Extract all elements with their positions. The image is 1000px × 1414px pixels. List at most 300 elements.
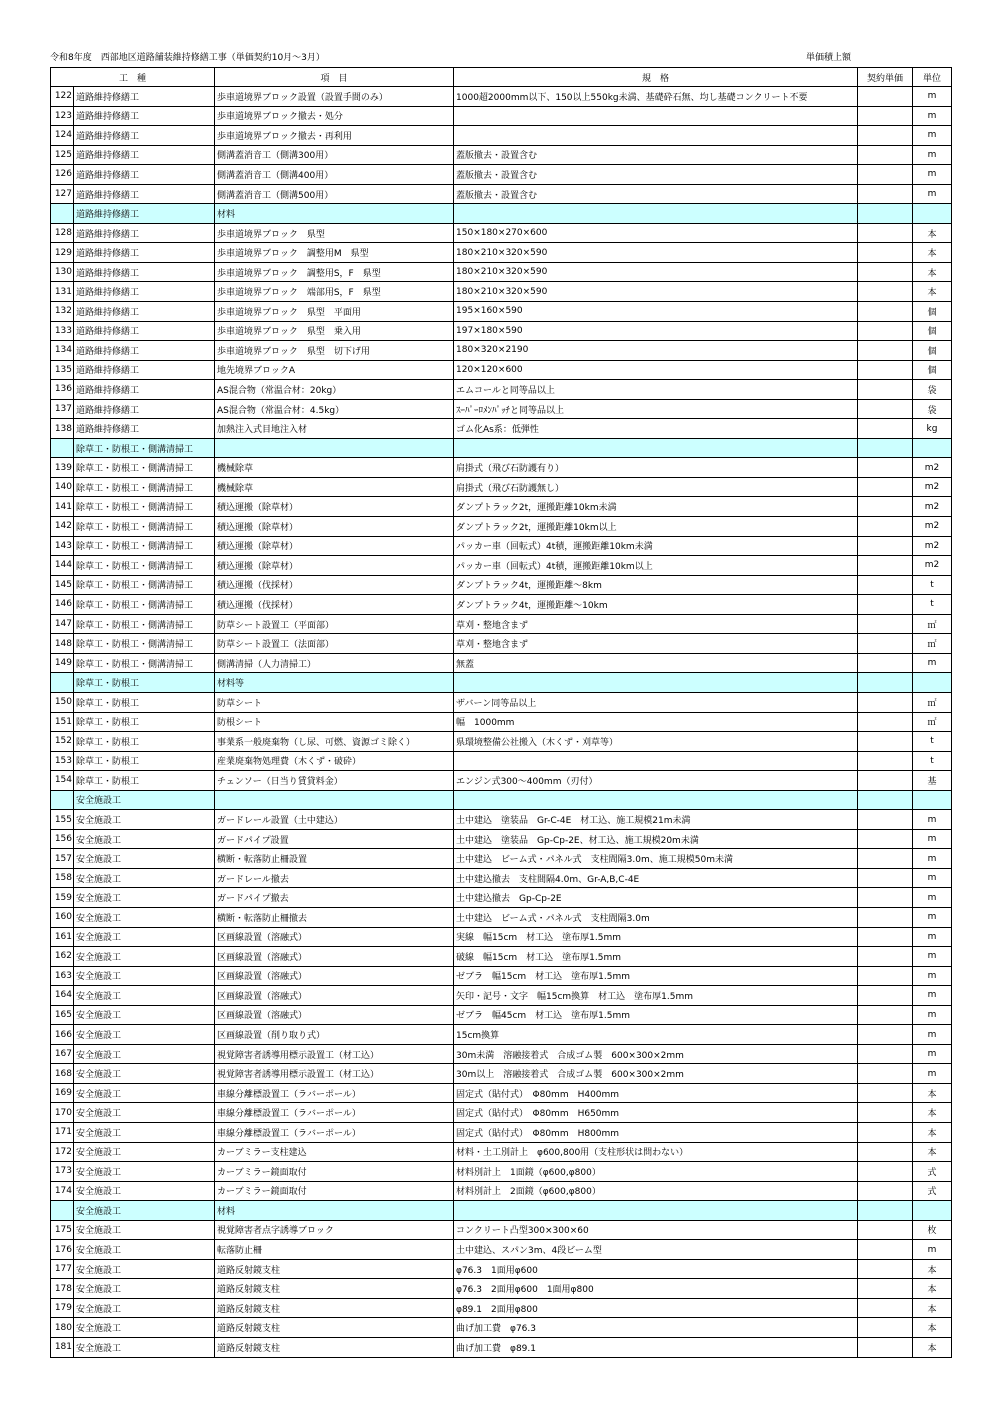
- table-row: [51, 1259, 952, 1279]
- cell-kind: 除草工・防根工・側溝清掃工: [74, 458, 215, 478]
- cell-item: 防草シート: [215, 692, 454, 712]
- cell-item: 区画線設置（溶融式）: [215, 927, 454, 947]
- cell-spec: 材料別計上 2面鏡（φ600,φ800）: [454, 1181, 858, 1201]
- cell-item: ガードパイプ撤去: [215, 888, 454, 908]
- cell-spec: 土中建込撤去 支柱間隔4.0m、Gr-A,B,C-4E: [454, 868, 858, 888]
- cell-no: 135: [51, 360, 74, 380]
- table-row: [51, 888, 952, 908]
- cell-item: 歩車道境界ブロック撤去・処分: [215, 106, 454, 126]
- cell-no: 169: [51, 1083, 74, 1103]
- cell-price: [858, 517, 913, 537]
- table-row: [51, 751, 952, 771]
- cell-no: 154: [51, 771, 74, 791]
- cell-no: 148: [51, 634, 74, 654]
- cell-kind: 安全施設工: [74, 1064, 215, 1084]
- cell-item: 歩車道境界ブロック 調整用S，F 県型: [215, 262, 454, 282]
- table-row: [51, 947, 952, 967]
- cell-price: [858, 1005, 913, 1025]
- cell-kind: 道路維持修繕工: [74, 106, 215, 126]
- cell-unit: 式: [913, 1181, 952, 1201]
- cell-item: 歩車道境界ブロック 県型: [215, 223, 454, 243]
- cell-unit: [913, 673, 952, 693]
- cell-unit: 式: [913, 1162, 952, 1182]
- cell-no: 146: [51, 595, 74, 615]
- cell-spec: パッカー車（回転式）4t積，運搬距離10km以上: [454, 556, 858, 576]
- cell-price: [858, 732, 913, 752]
- cell-kind: 除草工・防根工・側溝清掃工: [74, 614, 215, 634]
- cell-item: カーブミラー支柱建込: [215, 1142, 454, 1162]
- cell-spec: 草刈・整地含まず: [454, 614, 858, 634]
- table-row: [51, 380, 952, 400]
- cell-price: [858, 966, 913, 986]
- cell-kind: 除草工・防根工・側溝清掃工: [74, 438, 215, 458]
- cell-price: [858, 1240, 913, 1260]
- cell-spec: 曲げ加工費 φ89.1: [454, 1338, 858, 1358]
- cell-no: 176: [51, 1240, 74, 1260]
- cell-spec: 180×210×320×590: [454, 262, 858, 282]
- cell-no: 142: [51, 517, 74, 537]
- cell-spec: ダンプトラック2t，運搬距離10km以上: [454, 517, 858, 537]
- cell-spec: [454, 790, 858, 810]
- cell-no: 125: [51, 145, 74, 165]
- cell-no: [51, 204, 74, 224]
- cell-kind: 安全施設工: [74, 868, 215, 888]
- cell-spec: 120×120×600: [454, 360, 858, 380]
- cell-item: 防草シート設置工（法面部）: [215, 634, 454, 654]
- cell-item: 歩車道境界ブロック 県型 平面用: [215, 302, 454, 322]
- cell-kind: 安全施設工: [74, 1318, 215, 1338]
- table-row: [51, 595, 952, 615]
- cell-unit: 基: [913, 771, 952, 791]
- cell-item: ガードパイプ設置: [215, 829, 454, 849]
- cell-kind: 安全施設工: [74, 790, 215, 810]
- cell-price: [858, 595, 913, 615]
- cell-unit: ㎡: [913, 712, 952, 732]
- cell-unit: ㎡: [913, 614, 952, 634]
- cell-unit: 本: [913, 282, 952, 302]
- cell-unit: m2: [913, 497, 952, 517]
- cell-no: 153: [51, 751, 74, 771]
- table-row: [51, 87, 952, 107]
- cell-kind: 安全施設工: [74, 1025, 215, 1045]
- cell-item: 機械除草: [215, 458, 454, 478]
- cell-kind: 道路維持修繕工: [74, 399, 215, 419]
- table-row: [51, 126, 952, 146]
- table-row: [51, 106, 952, 126]
- cell-price: [858, 1025, 913, 1045]
- table-row: [51, 262, 952, 282]
- cell-price: [858, 223, 913, 243]
- cell-spec: 幅 1000mm: [454, 712, 858, 732]
- cell-spec: 197×180×590: [454, 321, 858, 341]
- header-label: 単価積上額: [806, 53, 852, 63]
- cell-item: カーブミラー鏡面取付: [215, 1181, 454, 1201]
- cell-item: 車線分離標設置工（ラバーポール）: [215, 1083, 454, 1103]
- cell-spec: 草刈・整地含まず: [454, 634, 858, 654]
- cell-item: 視覚障害者誘導用標示設置工（材工込）: [215, 1044, 454, 1064]
- cell-item: 防根シート: [215, 712, 454, 732]
- cell-price: [858, 1201, 913, 1221]
- cell-kind: 安全施設工: [74, 1122, 215, 1142]
- cell-no: 163: [51, 966, 74, 986]
- cell-no: 139: [51, 458, 74, 478]
- cell-unit: m: [913, 1044, 952, 1064]
- cell-unit: m: [913, 653, 952, 673]
- cell-price: [858, 751, 913, 771]
- table-row: [51, 1122, 952, 1142]
- cell-item: 機械除草: [215, 477, 454, 497]
- cell-unit: m: [913, 1005, 952, 1025]
- cell-price: [858, 1220, 913, 1240]
- cell-unit: [913, 1201, 952, 1221]
- cell-spec: ダンプトラック2t，運搬距離10km未満: [454, 497, 858, 517]
- cell-no: 134: [51, 341, 74, 361]
- cell-price: [858, 204, 913, 224]
- cell-price: [858, 673, 913, 693]
- section-row: [51, 673, 952, 693]
- column-header-spec: 規 格: [454, 68, 858, 87]
- table-row: [51, 341, 952, 361]
- cell-spec: [454, 438, 858, 458]
- section-row: [51, 1201, 952, 1221]
- cell-spec: 材料別計上 1面鏡（φ600,φ800）: [454, 1162, 858, 1182]
- cell-kind: 除草工・防根工: [74, 751, 215, 771]
- table-row: [51, 145, 952, 165]
- cell-price: [858, 399, 913, 419]
- table-row: [51, 1044, 952, 1064]
- cell-price: [858, 986, 913, 1006]
- cell-kind: 安全施設工: [74, 849, 215, 869]
- cell-item: 道路反射鏡支柱: [215, 1259, 454, 1279]
- cell-price: [858, 262, 913, 282]
- cell-unit: m: [913, 829, 952, 849]
- cell-unit: m: [913, 986, 952, 1006]
- cell-unit: 本: [913, 1103, 952, 1123]
- cell-kind: 除草工・防根工: [74, 771, 215, 791]
- cell-no: 178: [51, 1279, 74, 1299]
- table-row: [51, 477, 952, 497]
- cell-price: [858, 106, 913, 126]
- cell-kind: 除草工・防根工: [74, 673, 215, 693]
- cell-kind: 道路維持修繕工: [74, 282, 215, 302]
- cell-kind: 除草工・防根工・側溝清掃工: [74, 653, 215, 673]
- cell-no: 180: [51, 1318, 74, 1338]
- cell-no: 165: [51, 1005, 74, 1025]
- cell-price: [858, 341, 913, 361]
- table-row: [51, 927, 952, 947]
- cell-no: [51, 673, 74, 693]
- table-row: [51, 556, 952, 576]
- cell-unit: m: [913, 1240, 952, 1260]
- cell-unit: kg: [913, 419, 952, 439]
- table-row: [51, 399, 952, 419]
- table-row: [51, 1142, 952, 1162]
- cell-spec: 土中建込撤去 Gp-Cp-2E: [454, 888, 858, 908]
- cell-item: 道路反射鏡支柱: [215, 1318, 454, 1338]
- cell-unit: 個: [913, 360, 952, 380]
- cell-item: 加熱注入式目地注入材: [215, 419, 454, 439]
- cell-spec: 蓋版撤去・設置含む: [454, 145, 858, 165]
- cell-spec: エンジン式300～400mm（刃付）: [454, 771, 858, 791]
- cell-spec: 180×320×2190: [454, 341, 858, 361]
- cell-spec: 県環境整備公社搬入（木くず・刈草等）: [454, 732, 858, 752]
- cell-item: 側溝蓋消音工（側溝300用）: [215, 145, 454, 165]
- cell-item: 積込運搬（伐採材）: [215, 575, 454, 595]
- cell-no: [51, 790, 74, 810]
- cell-item: 歩車道境界ブロック 県型 切下げ用: [215, 341, 454, 361]
- cell-price: [858, 653, 913, 673]
- cell-price: [858, 868, 913, 888]
- cell-price: [858, 302, 913, 322]
- cell-unit: 本: [913, 223, 952, 243]
- cell-price: [858, 829, 913, 849]
- cell-no: 149: [51, 653, 74, 673]
- cell-unit: m: [913, 165, 952, 185]
- table-row: [51, 849, 952, 869]
- table-row: [51, 1064, 952, 1084]
- cell-kind: 安全施設工: [74, 1044, 215, 1064]
- cell-item: 区画線設置（溶融式）: [215, 986, 454, 1006]
- cell-unit: 本: [913, 1122, 952, 1142]
- cell-unit: 本: [913, 1279, 952, 1299]
- cell-kind: 安全施設工: [74, 966, 215, 986]
- cell-price: [858, 282, 913, 302]
- cell-no: 164: [51, 986, 74, 1006]
- cell-kind: 安全施設工: [74, 1259, 215, 1279]
- cell-kind: 除草工・防根工・側溝清掃工: [74, 497, 215, 517]
- table-row: [51, 1025, 952, 1045]
- cell-spec: 固定式（貼付式） Φ80mm H650mm: [454, 1103, 858, 1123]
- cell-unit: 袋: [913, 380, 952, 400]
- cell-price: [858, 458, 913, 478]
- cell-spec: ゼブラ 幅15cm 材工込 塗布厚1.5mm: [454, 966, 858, 986]
- cell-price: [858, 888, 913, 908]
- cell-no: 177: [51, 1259, 74, 1279]
- cell-kind: 道路維持修繕工: [74, 184, 215, 204]
- cell-kind: 道路維持修繕工: [74, 204, 215, 224]
- table-row: [51, 282, 952, 302]
- cell-unit: ㎡: [913, 692, 952, 712]
- cell-spec: ザバーン同等品以上: [454, 692, 858, 712]
- cell-spec: [454, 673, 858, 693]
- cell-spec: [454, 106, 858, 126]
- cell-item: 道路反射鏡支柱: [215, 1279, 454, 1299]
- table-row: [51, 243, 952, 263]
- cell-item: 歩車道境界ブロック撤去・再利用: [215, 126, 454, 146]
- table-row: [51, 458, 952, 478]
- cell-unit: t: [913, 751, 952, 771]
- table-row: [51, 732, 952, 752]
- table-row: [51, 1181, 952, 1201]
- cell-price: [858, 907, 913, 927]
- cell-unit: m: [913, 947, 952, 967]
- cell-unit: 本: [913, 1083, 952, 1103]
- column-header-price: 契約単価: [858, 68, 913, 87]
- cell-unit: 個: [913, 341, 952, 361]
- table-row: [51, 1005, 952, 1025]
- table-header-row: [51, 68, 952, 87]
- cell-spec: ｽｰﾊﾟｰﾛﾒﾝﾊﾟｯﾁと同等品以上: [454, 399, 858, 419]
- cell-unit: t: [913, 575, 952, 595]
- cell-spec: 実線 幅15cm 材工込 塗布厚1.5mm: [454, 927, 858, 947]
- cell-spec: ダンプトラック4t，運搬距離～8km: [454, 575, 858, 595]
- cell-price: [858, 634, 913, 654]
- table-row: [51, 1162, 952, 1182]
- cell-price: [858, 1259, 913, 1279]
- cell-item: 積込運搬（除草材）: [215, 556, 454, 576]
- cell-no: 155: [51, 810, 74, 830]
- cell-no: 159: [51, 888, 74, 908]
- table-row: [51, 829, 952, 849]
- cell-no: 156: [51, 829, 74, 849]
- cell-unit: m: [913, 849, 952, 869]
- cell-item: 視覚障害者点字誘導ブロック: [215, 1220, 454, 1240]
- cell-kind: 除草工・防根工・側溝清掃工: [74, 536, 215, 556]
- cell-no: 150: [51, 692, 74, 712]
- column-header-kind: 工 種: [51, 68, 215, 87]
- cell-price: [858, 1044, 913, 1064]
- cell-kind: 道路維持修繕工: [74, 262, 215, 282]
- cell-price: [858, 1279, 913, 1299]
- cell-no: 162: [51, 947, 74, 967]
- cell-no: 124: [51, 126, 74, 146]
- cell-no: 127: [51, 184, 74, 204]
- cell-spec: 曲げ加工費 φ76.3: [454, 1318, 858, 1338]
- cell-kind: 道路維持修繕工: [74, 302, 215, 322]
- cell-kind: 安全施設工: [74, 1220, 215, 1240]
- cell-kind: 安全施設工: [74, 1298, 215, 1318]
- cell-no: 140: [51, 477, 74, 497]
- cell-spec: エムコールと同等品以上: [454, 380, 858, 400]
- cell-kind: 安全施設工: [74, 829, 215, 849]
- cell-unit: m: [913, 907, 952, 927]
- cell-price: [858, 184, 913, 204]
- cell-price: [858, 1298, 913, 1318]
- cell-no: 147: [51, 614, 74, 634]
- cell-spec: 無蓋: [454, 653, 858, 673]
- cell-item: 転落防止柵: [215, 1240, 454, 1260]
- column-header-unit: 単位: [913, 68, 952, 87]
- cell-item: 側溝蓋消音工（側溝400用）: [215, 165, 454, 185]
- cell-unit: m2: [913, 536, 952, 556]
- cell-spec: 固定式（貼付式） Φ80mm H800mm: [454, 1122, 858, 1142]
- cell-spec: 土中建込 塗装品 Gr-C-4E 材工込、施工規模21m未満: [454, 810, 858, 830]
- cell-spec: φ76.3 2面用φ600 1面用φ800: [454, 1279, 858, 1299]
- cell-no: 175: [51, 1220, 74, 1240]
- cell-item: 側溝清掃（人力清掃工）: [215, 653, 454, 673]
- cell-price: [858, 380, 913, 400]
- cell-no: 174: [51, 1181, 74, 1201]
- cell-item: 歩車道境界ブロック 県型 乗入用: [215, 321, 454, 341]
- cell-price: [858, 849, 913, 869]
- cell-kind: 安全施設工: [74, 927, 215, 947]
- cell-kind: 安全施設工: [74, 1005, 215, 1025]
- cell-kind: 除草工・防根工・側溝清掃工: [74, 517, 215, 537]
- cell-unit: m: [913, 1064, 952, 1084]
- cell-kind: 除草工・防根工: [74, 712, 215, 732]
- section-row: [51, 790, 952, 810]
- cell-item: [215, 438, 454, 458]
- cell-no: 132: [51, 302, 74, 322]
- cell-spec: 肩掛式（飛び石防護無し）: [454, 477, 858, 497]
- cell-spec: [454, 204, 858, 224]
- table-row: [51, 536, 952, 556]
- cell-unit: m: [913, 87, 952, 107]
- cell-no: 173: [51, 1162, 74, 1182]
- cell-spec: ゼブラ 幅45cm 材工込 塗布厚1.5mm: [454, 1005, 858, 1025]
- cell-price: [858, 614, 913, 634]
- cell-item: AS混合物（常温合材：20kg）: [215, 380, 454, 400]
- cell-spec: 150×180×270×600: [454, 223, 858, 243]
- cell-kind: 道路維持修繕工: [74, 87, 215, 107]
- cell-kind: 安全施設工: [74, 810, 215, 830]
- table-row: [51, 1318, 952, 1338]
- cell-no: 168: [51, 1064, 74, 1084]
- cell-kind: 道路維持修繕工: [74, 419, 215, 439]
- cell-spec: ゴム化As系：低弾性: [454, 419, 858, 439]
- cell-item: 車線分離標設置工（ラバーポール）: [215, 1122, 454, 1142]
- cell-unit: 袋: [913, 399, 952, 419]
- section-row: [51, 438, 952, 458]
- cell-price: [858, 790, 913, 810]
- cell-unit: t: [913, 732, 952, 752]
- cell-unit: [913, 790, 952, 810]
- cell-unit: ㎡: [913, 634, 952, 654]
- cell-kind: 除草工・防根工: [74, 692, 215, 712]
- table-row: [51, 321, 952, 341]
- table-row: [51, 986, 952, 1006]
- table-row: [51, 966, 952, 986]
- table-row: [51, 1083, 952, 1103]
- table-row: [51, 517, 952, 537]
- cell-price: [858, 477, 913, 497]
- cell-no: 157: [51, 849, 74, 869]
- cell-item: 歩車道境界ブロック設置（設置手間のみ）: [215, 87, 454, 107]
- cell-no: 141: [51, 497, 74, 517]
- table-row: [51, 419, 952, 439]
- table-row: [51, 1220, 952, 1240]
- cell-price: [858, 712, 913, 732]
- cell-spec: 30m未満 溶融接着式 合成ゴム製 600×300×2mm: [454, 1044, 858, 1064]
- cell-no: 123: [51, 106, 74, 126]
- cell-item: 防草シート設置工（平面部）: [215, 614, 454, 634]
- table-row: [51, 360, 952, 380]
- cell-item: 積込運搬（伐採材）: [215, 595, 454, 615]
- cell-kind: 安全施設工: [74, 1142, 215, 1162]
- cell-kind: 除草工・防根工・側溝清掃工: [74, 634, 215, 654]
- cell-price: [858, 1162, 913, 1182]
- cell-kind: 道路維持修繕工: [74, 380, 215, 400]
- table-row: [51, 497, 952, 517]
- cell-unit: m: [913, 184, 952, 204]
- cell-item: 横断・転落防止柵設置: [215, 849, 454, 869]
- cell-unit: m2: [913, 477, 952, 497]
- cell-kind: 道路維持修繕工: [74, 126, 215, 146]
- cell-price: [858, 126, 913, 146]
- cell-price: [858, 1142, 913, 1162]
- cell-no: 136: [51, 380, 74, 400]
- cell-price: [858, 165, 913, 185]
- cell-item: 積込運搬（除草材）: [215, 517, 454, 537]
- cell-unit: 枚: [913, 1220, 952, 1240]
- cell-kind: 道路維持修繕工: [74, 341, 215, 361]
- cell-price: [858, 145, 913, 165]
- cell-item: 材料等: [215, 673, 454, 693]
- cell-no: 181: [51, 1338, 74, 1358]
- cell-price: [858, 556, 913, 576]
- cell-kind: 安全施設工: [74, 1338, 215, 1358]
- cell-item: 区画線設置（溶融式）: [215, 1005, 454, 1025]
